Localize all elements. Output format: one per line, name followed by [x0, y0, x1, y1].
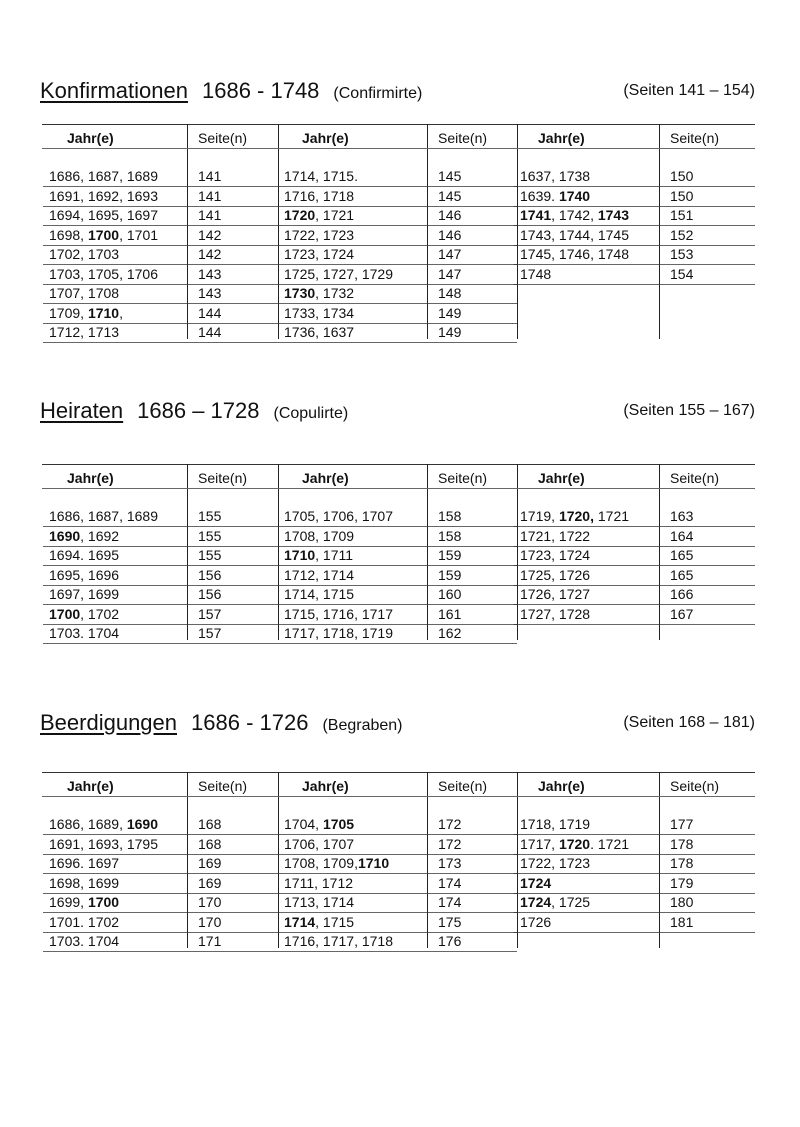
page-cell: 148 — [438, 285, 462, 301]
table-top-rule — [42, 464, 755, 465]
year-text: 1705 — [322, 816, 355, 832]
year-cell — [284, 816, 354, 832]
year-text: 1721 — [593, 508, 630, 524]
year-cell — [520, 266, 551, 282]
year-cell — [49, 547, 119, 563]
page-cell: 171 — [198, 933, 222, 949]
year-cell — [49, 188, 158, 204]
page-cell: 155 — [198, 547, 222, 563]
year-cell — [520, 567, 590, 583]
year-text: , 1702 — [80, 605, 120, 622]
year-text: 1690 — [126, 816, 159, 832]
page-cell: 166 — [670, 586, 694, 602]
year-cell — [49, 836, 158, 852]
year-text: 1741 — [520, 207, 552, 223]
index-table — [42, 124, 755, 339]
page-cell: 151 — [670, 207, 694, 223]
page-cell: 165 — [670, 566, 694, 583]
year-cell — [284, 305, 354, 321]
page-cell: 157 — [198, 625, 222, 641]
page-cell: 146 — [438, 207, 462, 223]
year-cell — [49, 625, 119, 641]
header-divider-rule — [42, 796, 755, 797]
year-text: 1721, 1722 — [520, 527, 591, 544]
page-cell: 149 — [438, 324, 462, 340]
year-text: 1639. — [520, 187, 559, 204]
year-text: 1718, 1719 — [520, 816, 591, 832]
row-rule — [278, 643, 517, 644]
section-years: 1686 - 1726 — [191, 710, 309, 735]
year-cell — [49, 586, 119, 602]
year-text: , 1721 — [315, 207, 355, 223]
year-text: 1705, 1706, 1707 — [284, 508, 393, 524]
year-cell — [284, 207, 354, 223]
year-cell — [49, 528, 119, 544]
column-header-seite: Seite(n) — [670, 130, 720, 146]
column-divider — [659, 772, 660, 948]
column-divider — [517, 464, 518, 640]
year-text: 1690 — [49, 527, 81, 544]
page-cell: 175 — [438, 913, 462, 930]
year-cell — [520, 586, 590, 602]
year-text: 1712, 1714 — [284, 566, 355, 583]
row-rule — [514, 624, 755, 625]
year-cell — [49, 266, 158, 282]
page-cell: 181 — [670, 913, 694, 930]
page-cell: 165 — [670, 547, 694, 563]
year-cell — [284, 285, 354, 301]
section-page-range: (Seiten 141 – 154) — [623, 82, 755, 99]
year-cell — [49, 567, 119, 583]
page-cell: 145 — [438, 187, 462, 204]
year-cell — [284, 586, 354, 602]
column-divider — [187, 464, 188, 640]
year-text: 1703, 1705, 1706 — [49, 265, 158, 282]
page-cell: 146 — [438, 226, 462, 243]
year-text: , 1725 — [551, 894, 591, 910]
column-header-seite: Seite(n) — [198, 470, 248, 486]
page-cell: 162 — [438, 625, 462, 641]
year-cell — [49, 855, 119, 871]
page-cell: 170 — [198, 894, 222, 910]
table-top-rule — [42, 124, 755, 125]
year-cell — [520, 508, 629, 524]
column-divider — [187, 772, 188, 948]
year-cell — [520, 547, 590, 563]
year-cell — [520, 528, 590, 544]
year-text: 1710 — [284, 547, 316, 563]
year-text: 1700 — [87, 226, 120, 243]
row-rule — [514, 932, 755, 933]
year-text: 1703. 1704 — [49, 933, 120, 949]
year-text: 1713, 1714 — [284, 894, 355, 910]
column-divider — [517, 772, 518, 948]
page-cell: 177 — [670, 816, 694, 832]
year-text: 1710 — [357, 855, 390, 871]
page-cell: 179 — [670, 874, 694, 891]
page-cell: 164 — [670, 527, 694, 544]
year-text: 1704, — [284, 816, 323, 832]
year-text: 1686, 1689, — [49, 816, 127, 832]
row-rule — [43, 643, 278, 644]
page-cell: 158 — [438, 508, 462, 524]
year-cell — [49, 875, 119, 891]
year-text: 1714, 1715 — [284, 586, 355, 602]
year-text: 1720 — [558, 835, 591, 852]
year-text: 1691, 1692, 1693 — [49, 187, 158, 204]
year-text: 1720 — [284, 207, 316, 223]
section-years: 1686 – 1728 — [137, 398, 260, 423]
column-divider — [427, 124, 428, 339]
year-text: 1714, 1715. — [284, 168, 358, 184]
page-cell: 174 — [438, 894, 462, 910]
year-text: 1716, 1717, 1718 — [284, 933, 393, 949]
section-heading — [40, 398, 755, 428]
column-header-jahr — [538, 470, 585, 486]
year-cell — [284, 227, 354, 243]
page-cell: 167 — [670, 605, 694, 622]
column-header-jahr-label: Jahr(e) — [302, 778, 349, 794]
year-cell — [284, 625, 393, 641]
page-cell: 178 — [670, 855, 694, 871]
section-heiraten — [40, 398, 755, 641]
year-text: , — [119, 304, 123, 321]
year-cell — [49, 914, 119, 930]
year-cell — [520, 914, 551, 930]
year-text: 1710 — [87, 304, 120, 321]
page-cell: 150 — [670, 187, 694, 204]
column-divider — [517, 124, 518, 339]
year-text: 1726, 1727 — [520, 586, 591, 602]
page-cell: 178 — [670, 835, 694, 852]
year-text: 1706, 1707 — [284, 835, 355, 852]
year-text: 1703. 1704 — [49, 625, 120, 641]
column-header-jahr-label: Jahr(e) — [67, 470, 114, 486]
year-cell — [284, 324, 354, 340]
column-header-jahr — [67, 470, 114, 486]
year-text: 1708, 1709 — [284, 527, 355, 544]
year-text: 1720, — [558, 508, 594, 524]
year-cell — [49, 246, 119, 262]
page-cell: 153 — [670, 246, 694, 262]
year-cell — [520, 246, 629, 262]
section-heading — [40, 78, 755, 108]
year-text: . 1721 — [590, 835, 630, 852]
year-text: 1723, 1724 — [520, 547, 591, 563]
page-cell: 157 — [198, 605, 222, 622]
year-cell — [520, 894, 590, 910]
year-text: 1695, 1696 — [49, 566, 120, 583]
column-header-jahr — [302, 470, 349, 486]
page-cell: 168 — [198, 816, 222, 832]
page-cell: 145 — [438, 168, 462, 184]
year-cell — [520, 207, 629, 223]
year-text: 1727, 1728 — [520, 605, 591, 622]
year-cell — [49, 894, 119, 910]
header-divider-rule — [42, 488, 755, 489]
year-text: 1698, — [49, 226, 88, 243]
page-cell: 143 — [198, 285, 222, 301]
page-cell: 144 — [198, 324, 222, 340]
section-page-range: (Seiten 155 – 167) — [623, 402, 755, 419]
page-cell: 172 — [438, 835, 462, 852]
page-cell: 160 — [438, 586, 462, 602]
column-header-jahr — [67, 130, 114, 146]
year-text: 1707, 1708 — [49, 285, 120, 301]
page-cell: 158 — [438, 527, 462, 544]
year-text: 1697, 1699 — [49, 586, 120, 602]
section-page-range: (Seiten 168 – 181) — [623, 714, 755, 731]
year-cell — [284, 836, 354, 852]
column-header-jahr-label: Jahr(e) — [67, 130, 114, 146]
year-text: 1722, 1723 — [520, 855, 591, 871]
page-cell: 172 — [438, 816, 462, 832]
page-cell: 155 — [198, 527, 222, 544]
page-cell: 142 — [198, 226, 222, 243]
year-cell — [520, 227, 629, 243]
year-text: 1717, — [520, 835, 559, 852]
year-cell — [284, 933, 393, 949]
year-text: 1714 — [284, 913, 316, 930]
year-cell — [49, 816, 158, 832]
column-divider — [187, 124, 188, 339]
column-header-jahr-label: Jahr(e) — [67, 778, 114, 794]
year-cell — [49, 227, 158, 243]
column-header-jahr — [302, 778, 349, 794]
page-cell: 155 — [198, 508, 222, 524]
year-text: 1702, 1703 — [49, 246, 120, 262]
year-text: 1717, 1718, 1719 — [284, 625, 393, 641]
year-text: 1725, 1727, 1729 — [284, 265, 393, 282]
year-text: 1709, — [49, 304, 88, 321]
page-cell: 159 — [438, 547, 462, 563]
year-cell — [284, 188, 354, 204]
column-divider — [427, 464, 428, 640]
year-text: 1698, 1699 — [49, 874, 120, 891]
page-cell: 141 — [198, 168, 222, 184]
column-divider — [427, 772, 428, 948]
page-cell: 154 — [670, 265, 694, 282]
column-divider — [278, 464, 279, 640]
page-cell: 147 — [438, 246, 462, 262]
page-cell: 150 — [670, 168, 694, 184]
section-beerdigungen — [40, 710, 755, 949]
year-cell — [284, 606, 393, 622]
year-text: , 1701 — [119, 226, 159, 243]
year-cell — [520, 836, 629, 852]
page-cell: 156 — [198, 586, 222, 602]
page-cell: 161 — [438, 605, 462, 622]
page-cell: 169 — [198, 855, 222, 871]
year-cell — [49, 285, 119, 301]
year-text: 1725, 1726 — [520, 566, 591, 583]
year-text: 1696. 1697 — [49, 855, 120, 871]
year-text: , 1692 — [80, 527, 120, 544]
column-header-jahr — [538, 778, 585, 794]
year-text: 1708, 1709, — [284, 855, 358, 871]
page-cell: 176 — [438, 933, 462, 949]
year-cell — [284, 246, 354, 262]
section-years: 1686 - 1748 — [201, 78, 320, 103]
year-cell — [284, 875, 353, 891]
page-cell: 149 — [438, 304, 462, 321]
column-header-jahr — [538, 130, 585, 146]
section-title: Konfirmationen — [40, 78, 188, 103]
year-text: , 1711 — [315, 547, 354, 563]
page-cell: 174 — [438, 874, 462, 891]
year-cell — [284, 567, 354, 583]
year-text: 1637, 1738 — [520, 168, 591, 184]
year-text: 1700 — [49, 605, 81, 622]
year-text: 1743 — [597, 207, 630, 223]
year-cell — [49, 324, 119, 340]
column-header-jahr-label: Jahr(e) — [538, 778, 585, 794]
year-text: 1724 — [520, 894, 552, 910]
year-text: 1733, 1734 — [284, 304, 355, 321]
year-text: , 1742, — [551, 207, 598, 223]
year-text: 1745, 1746, 1748 — [520, 246, 629, 262]
year-text: 1699, — [49, 894, 88, 910]
page-cell: 170 — [198, 913, 222, 930]
year-cell — [284, 894, 354, 910]
section-konfirmationen — [40, 78, 755, 340]
year-cell — [520, 816, 590, 832]
year-cell — [49, 508, 158, 524]
section-latin-label: (Copulirte) — [273, 405, 349, 422]
row-rule — [278, 342, 517, 343]
year-text: 1686, 1687, 1689 — [49, 508, 158, 524]
page-cell: 142 — [198, 246, 222, 262]
year-cell — [520, 188, 590, 204]
page-cell: 143 — [198, 265, 222, 282]
year-cell — [49, 606, 119, 622]
year-text: 1700 — [87, 894, 120, 910]
row-rule — [43, 951, 278, 952]
column-header-jahr-label: Jahr(e) — [538, 130, 585, 146]
year-text: , 1715 — [315, 913, 355, 930]
year-cell — [284, 547, 353, 563]
page-cell: 180 — [670, 894, 694, 910]
row-rule — [43, 342, 278, 343]
row-rule — [514, 284, 755, 285]
page-cell: 169 — [198, 874, 222, 891]
table-top-rule — [42, 772, 755, 773]
page-cell: 163 — [670, 508, 694, 524]
year-text: 1719, — [520, 508, 559, 524]
column-header-jahr-label: Jahr(e) — [538, 470, 585, 486]
year-text: 1736, 1637 — [284, 324, 355, 340]
page-cell: 144 — [198, 304, 222, 321]
year-cell — [49, 168, 158, 184]
page-cell: 168 — [198, 835, 222, 852]
year-text: 1701. 1702 — [49, 913, 120, 930]
year-text: 1716, 1718 — [284, 187, 355, 204]
year-cell — [49, 305, 123, 321]
year-cell — [284, 508, 393, 524]
year-text: 1743, 1744, 1745 — [520, 226, 629, 243]
year-cell — [520, 855, 590, 871]
section-heading — [40, 710, 755, 740]
section-title: Beerdigungen — [40, 710, 178, 735]
year-cell — [49, 933, 119, 949]
page-cell: 141 — [198, 187, 222, 204]
section-latin-label: (Confirmirte) — [333, 85, 423, 102]
page-cell: 147 — [438, 265, 462, 282]
year-text: 1748 — [520, 265, 552, 282]
year-cell — [520, 875, 551, 891]
column-divider — [659, 124, 660, 339]
column-header-seite: Seite(n) — [438, 778, 488, 794]
column-header-seite: Seite(n) — [670, 470, 720, 486]
year-text: , 1732 — [315, 285, 355, 301]
column-divider — [659, 464, 660, 640]
year-text: 1712, 1713 — [49, 324, 120, 340]
column-header-seite: Seite(n) — [670, 778, 720, 794]
year-text: 1715, 1716, 1717 — [284, 605, 393, 622]
page-cell: 152 — [670, 226, 694, 243]
year-text: 1724 — [520, 874, 552, 891]
column-header-seite: Seite(n) — [198, 778, 248, 794]
year-text: 1694. 1695 — [49, 547, 120, 563]
index-table — [42, 772, 755, 948]
column-header-jahr-label: Jahr(e) — [302, 470, 349, 486]
year-text: 1730 — [284, 285, 316, 301]
year-cell — [284, 266, 393, 282]
year-cell — [49, 207, 158, 223]
year-text: 1711, 1712 — [284, 874, 354, 891]
column-header-seite: Seite(n) — [198, 130, 248, 146]
year-text: 1722, 1723 — [284, 226, 355, 243]
year-cell — [284, 168, 358, 184]
column-header-jahr-label: Jahr(e) — [302, 130, 349, 146]
page-cell: 173 — [438, 855, 462, 871]
year-text: 1723, 1724 — [284, 246, 355, 262]
year-cell — [284, 528, 354, 544]
section-latin-label: (Begraben) — [322, 717, 403, 734]
column-header-seite: Seite(n) — [438, 130, 488, 146]
section-title: Heiraten — [40, 398, 124, 423]
page-cell: 159 — [438, 566, 462, 583]
index-table — [42, 464, 755, 640]
column-header-jahr — [302, 130, 349, 146]
year-text: 1740 — [558, 187, 591, 204]
column-divider — [278, 772, 279, 948]
header-divider-rule — [42, 148, 755, 149]
year-text: 1726 — [520, 913, 552, 930]
year-cell — [520, 168, 590, 184]
column-header-seite: Seite(n) — [438, 470, 488, 486]
column-header-jahr — [67, 778, 114, 794]
year-cell — [520, 606, 590, 622]
year-text: 1686, 1687, 1689 — [49, 168, 158, 184]
row-rule — [278, 951, 517, 952]
column-divider — [278, 124, 279, 339]
page-cell: 156 — [198, 566, 222, 583]
year-cell — [284, 855, 389, 871]
year-text: 1691, 1693, 1795 — [49, 835, 158, 852]
year-text: 1694, 1695, 1697 — [49, 207, 158, 223]
year-cell — [284, 914, 354, 930]
page-cell: 141 — [198, 207, 222, 223]
